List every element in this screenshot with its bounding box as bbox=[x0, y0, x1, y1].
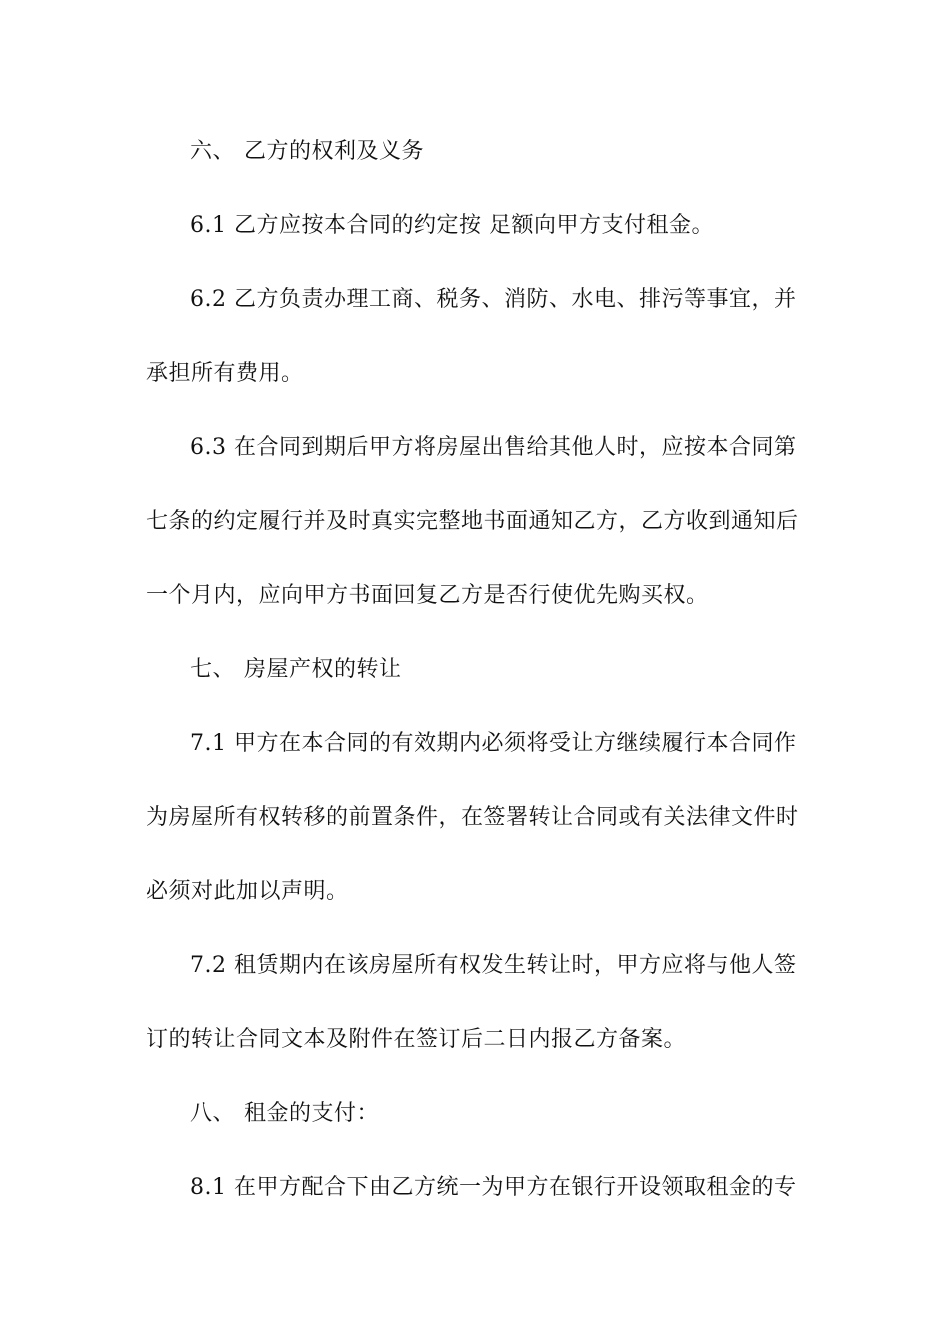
paragraph-line: 为房屋所有权转移的前置条件，在签署转让合同或有关法律文件时 bbox=[146, 805, 799, 830]
paragraph-line: 7.2 租赁期内在该房屋所有权发生转让时，甲方应将与他人签 bbox=[190, 953, 797, 978]
section-number: 七、 bbox=[190, 657, 236, 682]
paragraph-line: 七条的约定履行并及时真实完整地书面通知乙方，乙方收到通知后 bbox=[146, 509, 799, 534]
paragraph-line: 6.3 在合同到期后甲方将房屋出售给其他人时，应按本合同第 bbox=[190, 435, 797, 460]
section-heading-6 bbox=[190, 137, 810, 167]
section-title: 乙方的权利及义务 bbox=[244, 139, 425, 164]
section-heading-8 bbox=[190, 1099, 810, 1129]
section-number: 六、 bbox=[190, 139, 236, 164]
paragraph-line: 必须对此加以声明。 bbox=[146, 879, 349, 904]
paragraph-line: 订的转让合同文本及附件在签订后二日内报乙方备案。 bbox=[146, 1027, 687, 1052]
paragraph-line: 一个月内，应向甲方书面回复乙方是否行使优先购买权。 bbox=[146, 583, 709, 608]
section-title: 房屋产权的转让 bbox=[244, 657, 402, 682]
section-heading-7 bbox=[190, 655, 810, 685]
paragraph-line: 6.2 乙方负责办理工商、税务、消防、水电、排污等事宜，并 bbox=[190, 287, 797, 312]
paragraph-line: 6.1 乙方应按本合同的约定按 足额向甲方支付租金。 bbox=[190, 213, 714, 238]
paragraph-line: 8.1 在甲方配合下由乙方统一为甲方在银行开设领取租金的专 bbox=[190, 1175, 797, 1200]
paragraph-line: 承担所有费用。 bbox=[146, 361, 304, 386]
section-number: 八、 bbox=[190, 1101, 236, 1126]
section-title: 租金的支付： bbox=[244, 1101, 380, 1126]
paragraph-line: 7.1 甲方在本合同的有效期内必须将受让方继续履行本合同作 bbox=[190, 731, 797, 756]
